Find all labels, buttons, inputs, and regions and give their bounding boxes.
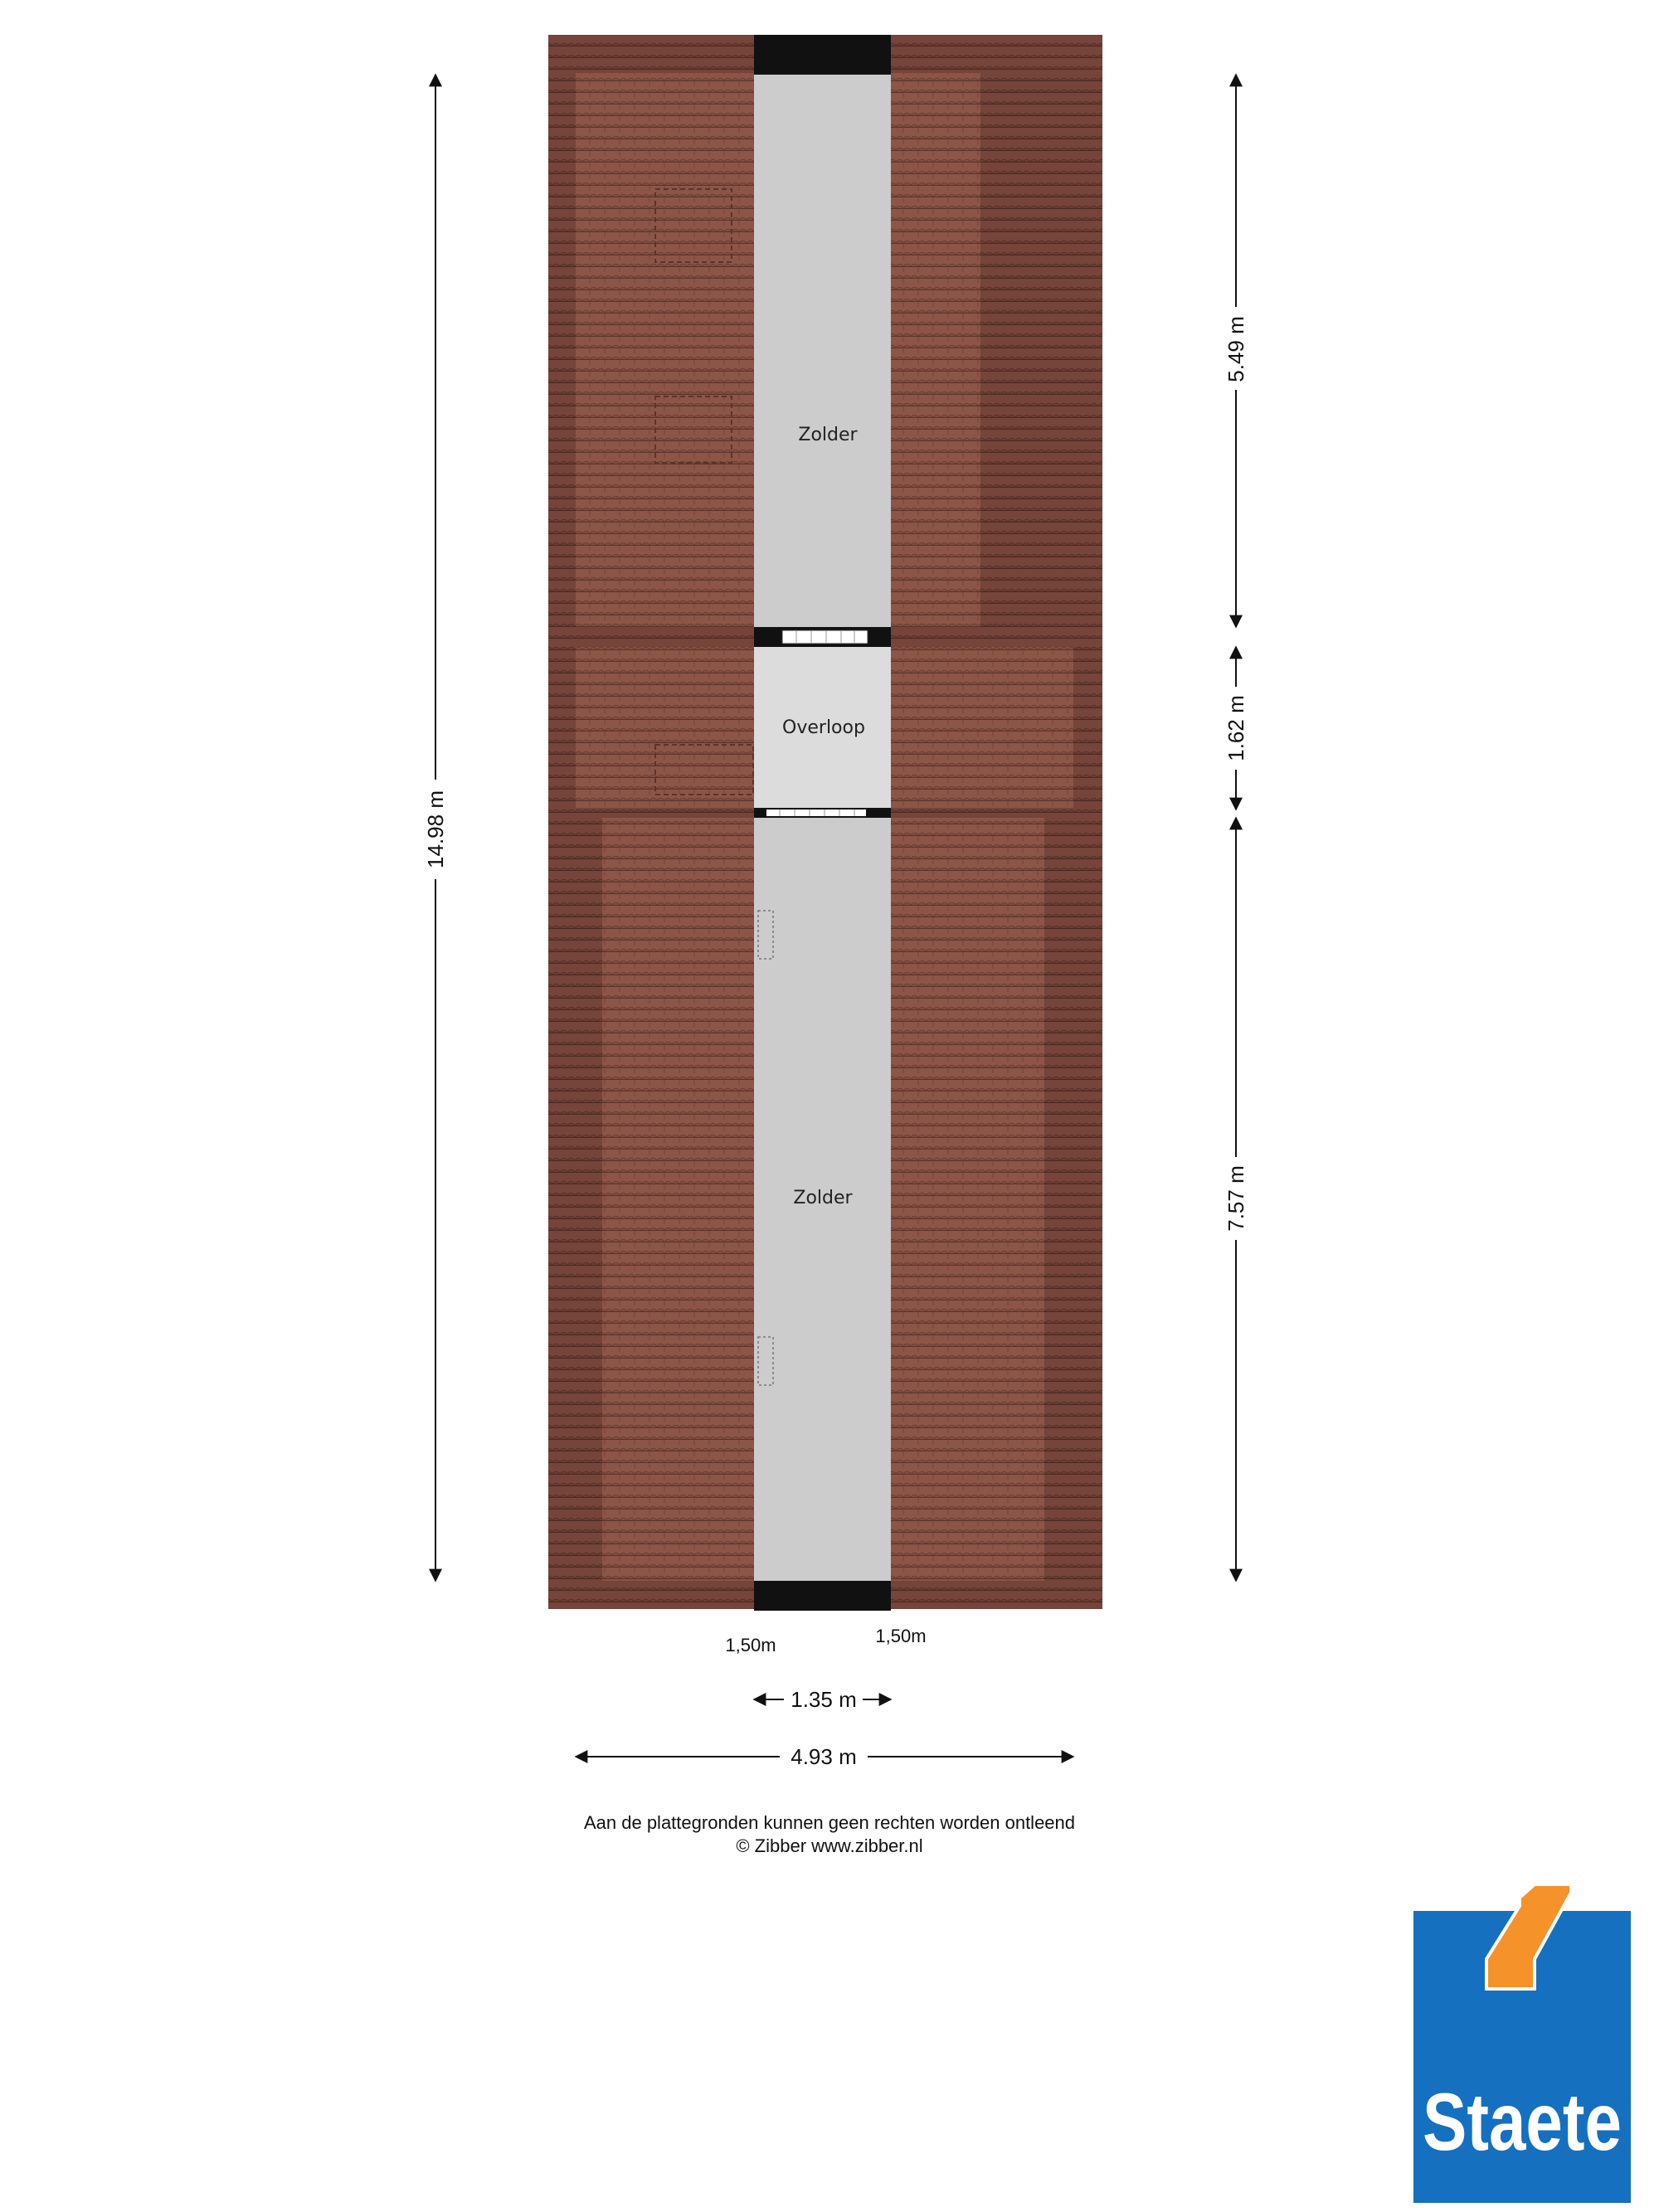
dimension-total-width xyxy=(576,1744,1073,1769)
dimension-top-section-label: 5.49 m xyxy=(1224,316,1248,382)
dimension-total-length-label: 14.98 m xyxy=(423,790,448,868)
dimension-middle-section-label: 1.62 m xyxy=(1224,695,1248,761)
dimension-total-width-label: 4.93 m xyxy=(791,1744,857,1769)
dimension-ridge-width xyxy=(754,1687,891,1712)
copyright-text: © Zibber www.zibber.nl xyxy=(736,1835,923,1856)
staete-logo xyxy=(1410,1883,1634,2206)
dimension-bottom-section xyxy=(1224,818,1248,1581)
height-mark-left: 1,50m xyxy=(725,1635,776,1655)
wall-door-top xyxy=(754,627,891,647)
dimension-total-length xyxy=(423,75,448,1581)
room-label-zolder-top: Zolder xyxy=(798,425,858,445)
dimension-ridge-width-label: 1.35 m xyxy=(791,1687,857,1712)
room-label-overloop: Overloop xyxy=(782,717,865,738)
wall-top xyxy=(754,35,891,75)
dimension-bottom-section-label: 7.57 m xyxy=(1224,1165,1248,1232)
logo-text: Staete xyxy=(1423,2076,1622,2167)
dimension-top-section xyxy=(1224,75,1248,627)
dimension-middle-section xyxy=(1224,647,1248,809)
height-mark-right: 1,50m xyxy=(875,1626,927,1646)
zolder-top-area xyxy=(754,75,891,627)
disclaimer-text: Aan de plattegronden kunnen geen rechten worden ontleend xyxy=(583,1812,1076,1833)
wall-door-bottom xyxy=(754,808,891,818)
room-label-zolder-bottom: Zolder xyxy=(793,1188,853,1208)
wall-bottom xyxy=(754,1581,891,1611)
